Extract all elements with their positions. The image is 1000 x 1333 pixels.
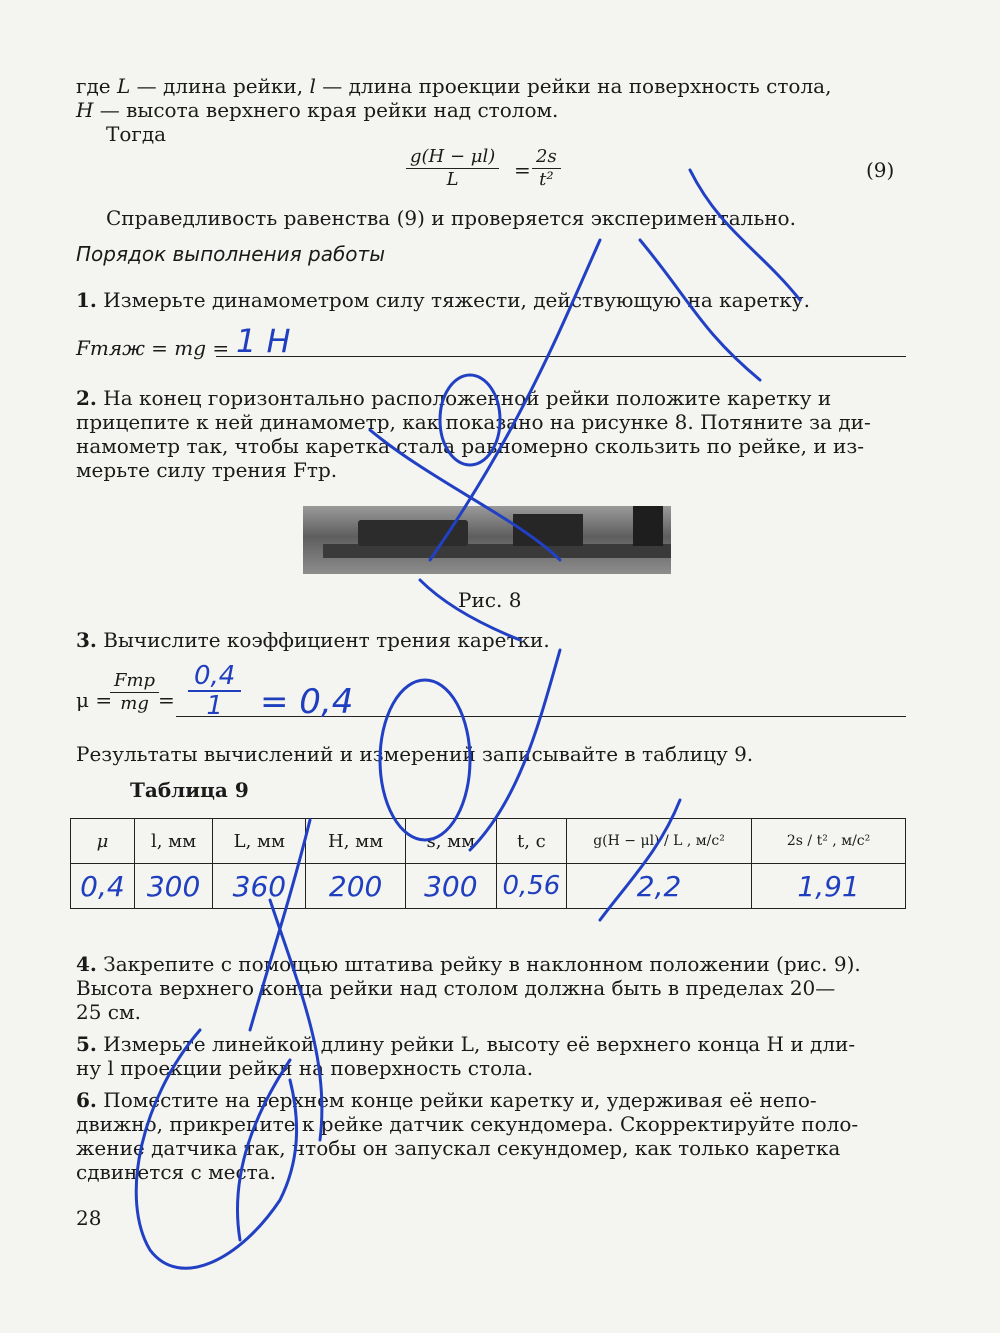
pen-stroke <box>370 430 560 560</box>
results-text: Результаты вычислений и измерений записывайте в таблицу 9. <box>76 742 754 766</box>
mu-equals: = <box>158 688 175 712</box>
table-9-title: Таблица 9 <box>130 778 249 802</box>
step-6-line-1: 6. Поместите на верхнем конце рейки каретку и, удерживая её непо- <box>76 1088 817 1112</box>
cell-s: 300 <box>405 864 496 909</box>
handwritten-mu-result: = 0,4 <box>260 682 354 722</box>
formula-right-fraction: $\frac{2s}{\text{t²}}$ <box>532 146 561 191</box>
pen-stroke <box>237 1060 290 1240</box>
pen-stroke <box>690 170 800 300</box>
pen-stroke <box>600 800 680 920</box>
pen-stroke <box>470 650 560 850</box>
formula-equals: = <box>514 158 531 182</box>
header-mu: μ <box>71 819 135 864</box>
page-number: 28 <box>76 1206 102 1230</box>
step-6-line-3: жение датчика так, чтобы он запускал секундомер, как только каретка <box>76 1136 841 1160</box>
cell-t: 0,56 <box>496 864 566 909</box>
step-2-line-2: прицепите к ней динамометр, как показано на рисунке 8. Потяните за ди- <box>76 410 871 434</box>
cell-l: 300 <box>134 864 212 909</box>
pen-stroke <box>380 680 470 840</box>
cell-calc-left: 2,2 <box>566 864 751 909</box>
cell-calc-right: 1,91 <box>752 864 906 909</box>
pen-stroke <box>420 580 520 640</box>
step-2-line-4: мерьте силу трения Fтр. <box>76 458 338 482</box>
header-l: l, мм <box>134 819 212 864</box>
step-4-line-1: 4. Закрепите с помощью штатива рейку в наклонном положении (рис. 9). <box>76 952 861 976</box>
header-t: t, с <box>496 819 566 864</box>
pen-stroke <box>430 240 600 560</box>
then-label: Тогда <box>106 122 167 146</box>
step-1-handwritten-answer: 1 Н <box>236 322 291 360</box>
header-H: H, мм <box>306 819 405 864</box>
figure-8-caption: Рис. 8 <box>458 588 522 612</box>
cell-mu: 0,4 <box>71 864 135 909</box>
step-1-formula: Fтяж = mg = <box>76 336 230 360</box>
step-4-line-2: Высота верхнего конца рейки над столом должна быть в пределах 20— <box>76 976 836 1000</box>
pen-stroke <box>440 375 500 465</box>
formula-number: (9) <box>866 158 895 182</box>
pen-stroke <box>136 1030 296 1268</box>
intro-line-1: где L — длина рейки, l — длина проекции рейки на поверхность стола, <box>76 74 832 98</box>
mu-fraction: Fтр mg <box>110 670 159 715</box>
handwritten-mu-fraction: 0,4 1 <box>188 662 241 720</box>
step-3: 3. Вычислите коэффициент трения каретки. <box>76 628 550 652</box>
header-L: L, мм <box>213 819 306 864</box>
step-5-line-1: 5. Измерьте линейкой длину рейки L, высоту её верхнего конца H и дли- <box>76 1032 856 1056</box>
step-6-line-4: сдвинется с места. <box>76 1160 277 1184</box>
step-4-line-3: 25 см. <box>76 1000 141 1024</box>
pen-stroke <box>640 240 760 380</box>
mu-label: μ = <box>76 688 113 712</box>
formula-left-fraction: $\frac{g(H - \mu l)}{L}$ <box>406 146 499 191</box>
cell-H: 200 <box>306 864 405 909</box>
cell-L: 360 <box>213 864 306 909</box>
header-s: s, мм <box>405 819 496 864</box>
step-6-line-2: движно, прикрепите к рейке датчик секундомера. Скорректируйте поло- <box>76 1112 859 1136</box>
step-5-line-2: ну l проекции рейки на поверхность стола. <box>76 1056 534 1080</box>
intro-line-2: H — высота верхнего края рейки над столом. <box>76 98 559 122</box>
header-calc-left: g(H − μl) / L , м/с² <box>566 819 751 864</box>
step-2-line-3: намометр так, чтобы каретка стала равномерно скользить по рейке, и из- <box>76 434 864 458</box>
header-calc-right: 2s / t² , м/с² <box>752 819 906 864</box>
procedure-heading: Порядок выполнения работы <box>76 242 385 266</box>
validity-text: Справедливость равенства (9) и проверяется экспериментально. <box>106 206 796 230</box>
step-2-line-1: 2. На конец горизонтально расположенной рейки положите каретку и <box>76 386 832 410</box>
step-1: 1. Измерьте динамометром силу тяжести, действующую на каретку. <box>76 288 810 312</box>
